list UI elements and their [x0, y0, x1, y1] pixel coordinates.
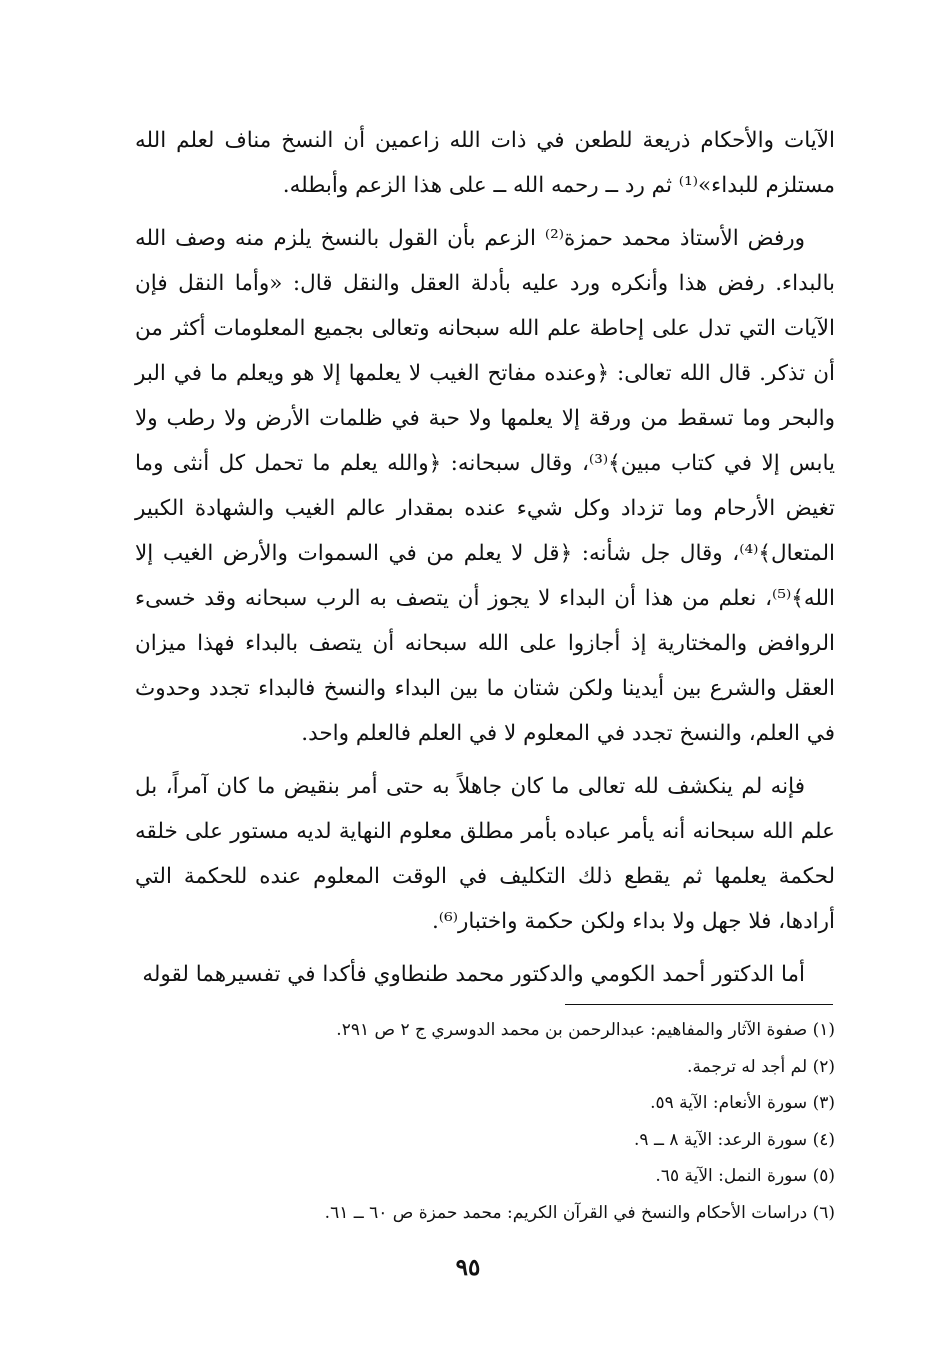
- footnote-6: (٦) دراسات الأحكام والنسخ في القرآن الكريم: محمد حمزة ص ٦٠ ــ ٦١.: [324, 1202, 835, 1223]
- footnote-divider: [565, 1004, 833, 1005]
- paragraph-3: فإنه لم ينكشف لله تعالى ما كان جاهلاً به حتى أمر بنقيض ما كان آمراً، بل علم الله سبحانه أنه يأمر عباده بأمر مطلق معلوم النهاية لديه مستور على خلقه لحكمة يعلمها ثم يقطع ذلك التكليف في الوقت المعلوم عنده للحكمة التي أرادها، فلا جهل ولا بداء ولكن حكمة واختبار⁽⁶⁾.: [135, 774, 835, 934]
- paragraph-4: أما الدكتور أحمد الكومي والدكتور محمد طنطاوي فأكدا في تفسيرهما لقوله: [142, 962, 805, 987]
- footnote-2: (٢) لم أجد له ترجمة.: [687, 1056, 835, 1077]
- footnote-5: (٥) سورة النمل: الآية ٦٥.: [655, 1166, 835, 1186]
- footnote-3: (٣) سورة الأنعام: الآية ٥٩.: [650, 1093, 835, 1113]
- paragraph-2: ورفض الأستاذ محمد حمزة⁽²⁾ الزعم بأن القول بالنسخ يلزم منه وصف الله بالبداء. رفض هذا وأنكره ورد عليه بأدلة العقل والنقل قال: «وأما النقل فإن الآيات التي تدل على إحاطة علم الله سبحانه وتعالى بجميع المعلومات أكثر من أن تذكر. قال الله تعالى: ﴿وعنده مفاتح الغيب لا يعلمها إلا هو ويعلم ما في البر والبحر وما تسقط من ورقة إلا يعلمها ولا حبة في ظلمات الأرض ولا رطب ولا يابس إلا في كتاب مبين﴾⁽³⁾، وقال سبحانه: ﴿والله يعلم ما تحمل كل أنثى وما تغيض الأرحام وما تزداد وكل شيء عنده بمقدار عالم الغيب والشهادة الكبير المتعال﴾⁽⁴⁾، وقال جل شأنه: ﴿قل لا يعلم من في السموات والأرض الغيب إلا الله﴾⁽⁵⁾، نعلم من هذا أن البداء لا يجوز أن يتصف به الرب سبحانه وقد خسىء الروافض والمختارية إذ أجازوا على الله سبحانه أن يتصف بالبداء فهذا ميزان العقل والشرع بين أيدينا ولكن شتان ما بين البداء والنسخ فالبداء تجدد وحدوث في العلم، والنسخ تجدد في المعلوم لا في العلم فالعلم واحد.: [135, 226, 835, 746]
- footnotes: [160, 1012, 835, 1231]
- footnote-4: (٤) سورة الرعد: الآية ٨ ــ ٩.: [634, 1129, 835, 1150]
- footnote-1: (١) صفوة الآثار والمفاهيم: عبدالرحمن بن محمد الدوسري ج ٢ ص ٢٩١.: [336, 1020, 835, 1040]
- page-number: ٩٥: [455, 1254, 481, 1281]
- paragraph-1: الآيات والأحكام ذريعة للطعن في ذات الله زاعمين أن النسخ مناف لعلم الله مستلزم للبداء»⁽¹⁾ ثم رد ــ رحمه الله ــ على هذا الزعم وأبطله.: [135, 128, 835, 198]
- main-text: [135, 118, 835, 1005]
